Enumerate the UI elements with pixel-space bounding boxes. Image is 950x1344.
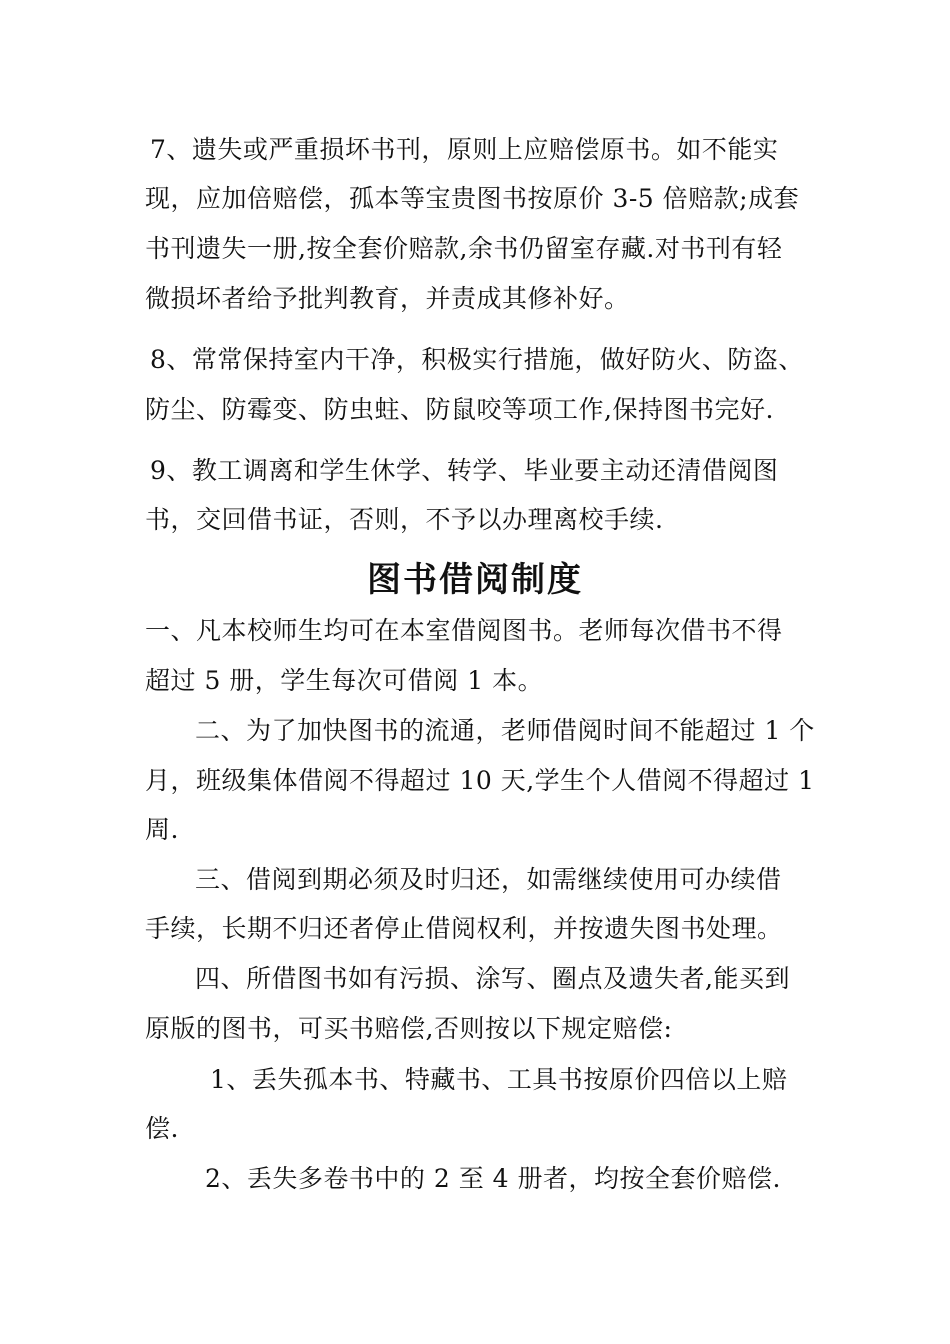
rule-8-line-1: 8、常常保持室内干净，积极实行措施，做好防火、防盗、: [150, 345, 804, 374]
borrow-rule-4-line-1: 四、所借图书如有污损、涂写、圈点及遗失者,能买到: [195, 964, 790, 993]
rule-7-line-1: 7、遗失或严重损坏书刊，原则上应赔偿原书。如不能实: [150, 135, 779, 164]
rule-9-line-1: 9、教工调离和学生休学、转学、毕业要主动还清借阅图: [150, 456, 779, 485]
borrow-rule-2-line-2: 月，班级集体借阅不得超过 10 天,学生个人借阅不得超过 1: [145, 766, 815, 795]
compensation-item-1-line-2: 偿.: [145, 1114, 179, 1143]
borrow-rule-3-line-1: 三、借阅到期必须及时归还，如需继续使用可办续借: [195, 865, 782, 894]
borrow-rule-1-line-2: 超过 5 册，学生每次可借阅 1 本。: [145, 666, 544, 695]
section-title: 图书借阅制度: [367, 560, 583, 600]
rule-7-line-2: 现，应加倍赔偿，孤本等宝贵图书按原价 3-5 倍赔款;成套: [145, 184, 800, 213]
borrow-rule-2-line-3: 周.: [145, 815, 179, 844]
borrow-rule-4-line-2: 原版的图书，可买书赔偿,否则按以下规定赔偿:: [145, 1014, 673, 1043]
compensation-item-1-line-1: 1、丢失孤本书、特藏书、工具书按原价四倍以上赔: [210, 1065, 788, 1094]
compensation-item-2-line-1: 2、丢失多卷书中的 2 至 4 册者，均按全套价赔偿.: [205, 1164, 781, 1193]
rule-7-line-4: 微损坏者给予批判教育，并责成其修补好。: [145, 284, 630, 313]
rule-9-line-2: 书，交回借书证，否则，不予以办理离校手续.: [145, 505, 664, 534]
borrow-rule-2-line-1: 二、为了加快图书的流通，老师借阅时间不能超过 1 个: [195, 716, 815, 745]
rule-7-line-3: 书刊遗失一册,按全套价赔款,余书仍留室存藏.对书刊有轻: [145, 234, 783, 263]
borrow-rule-1-line-1: 一、凡本校师生均可在本室借阅图书。老师每次借书不得: [145, 616, 783, 645]
borrow-rule-3-line-2: 手续，长期不归还者停止借阅权利，并按遗失图书处理。: [145, 914, 783, 943]
rule-8-line-2: 防尘、防霉变、防虫蛀、防鼠咬等项工作,保持图书完好.: [145, 395, 774, 424]
